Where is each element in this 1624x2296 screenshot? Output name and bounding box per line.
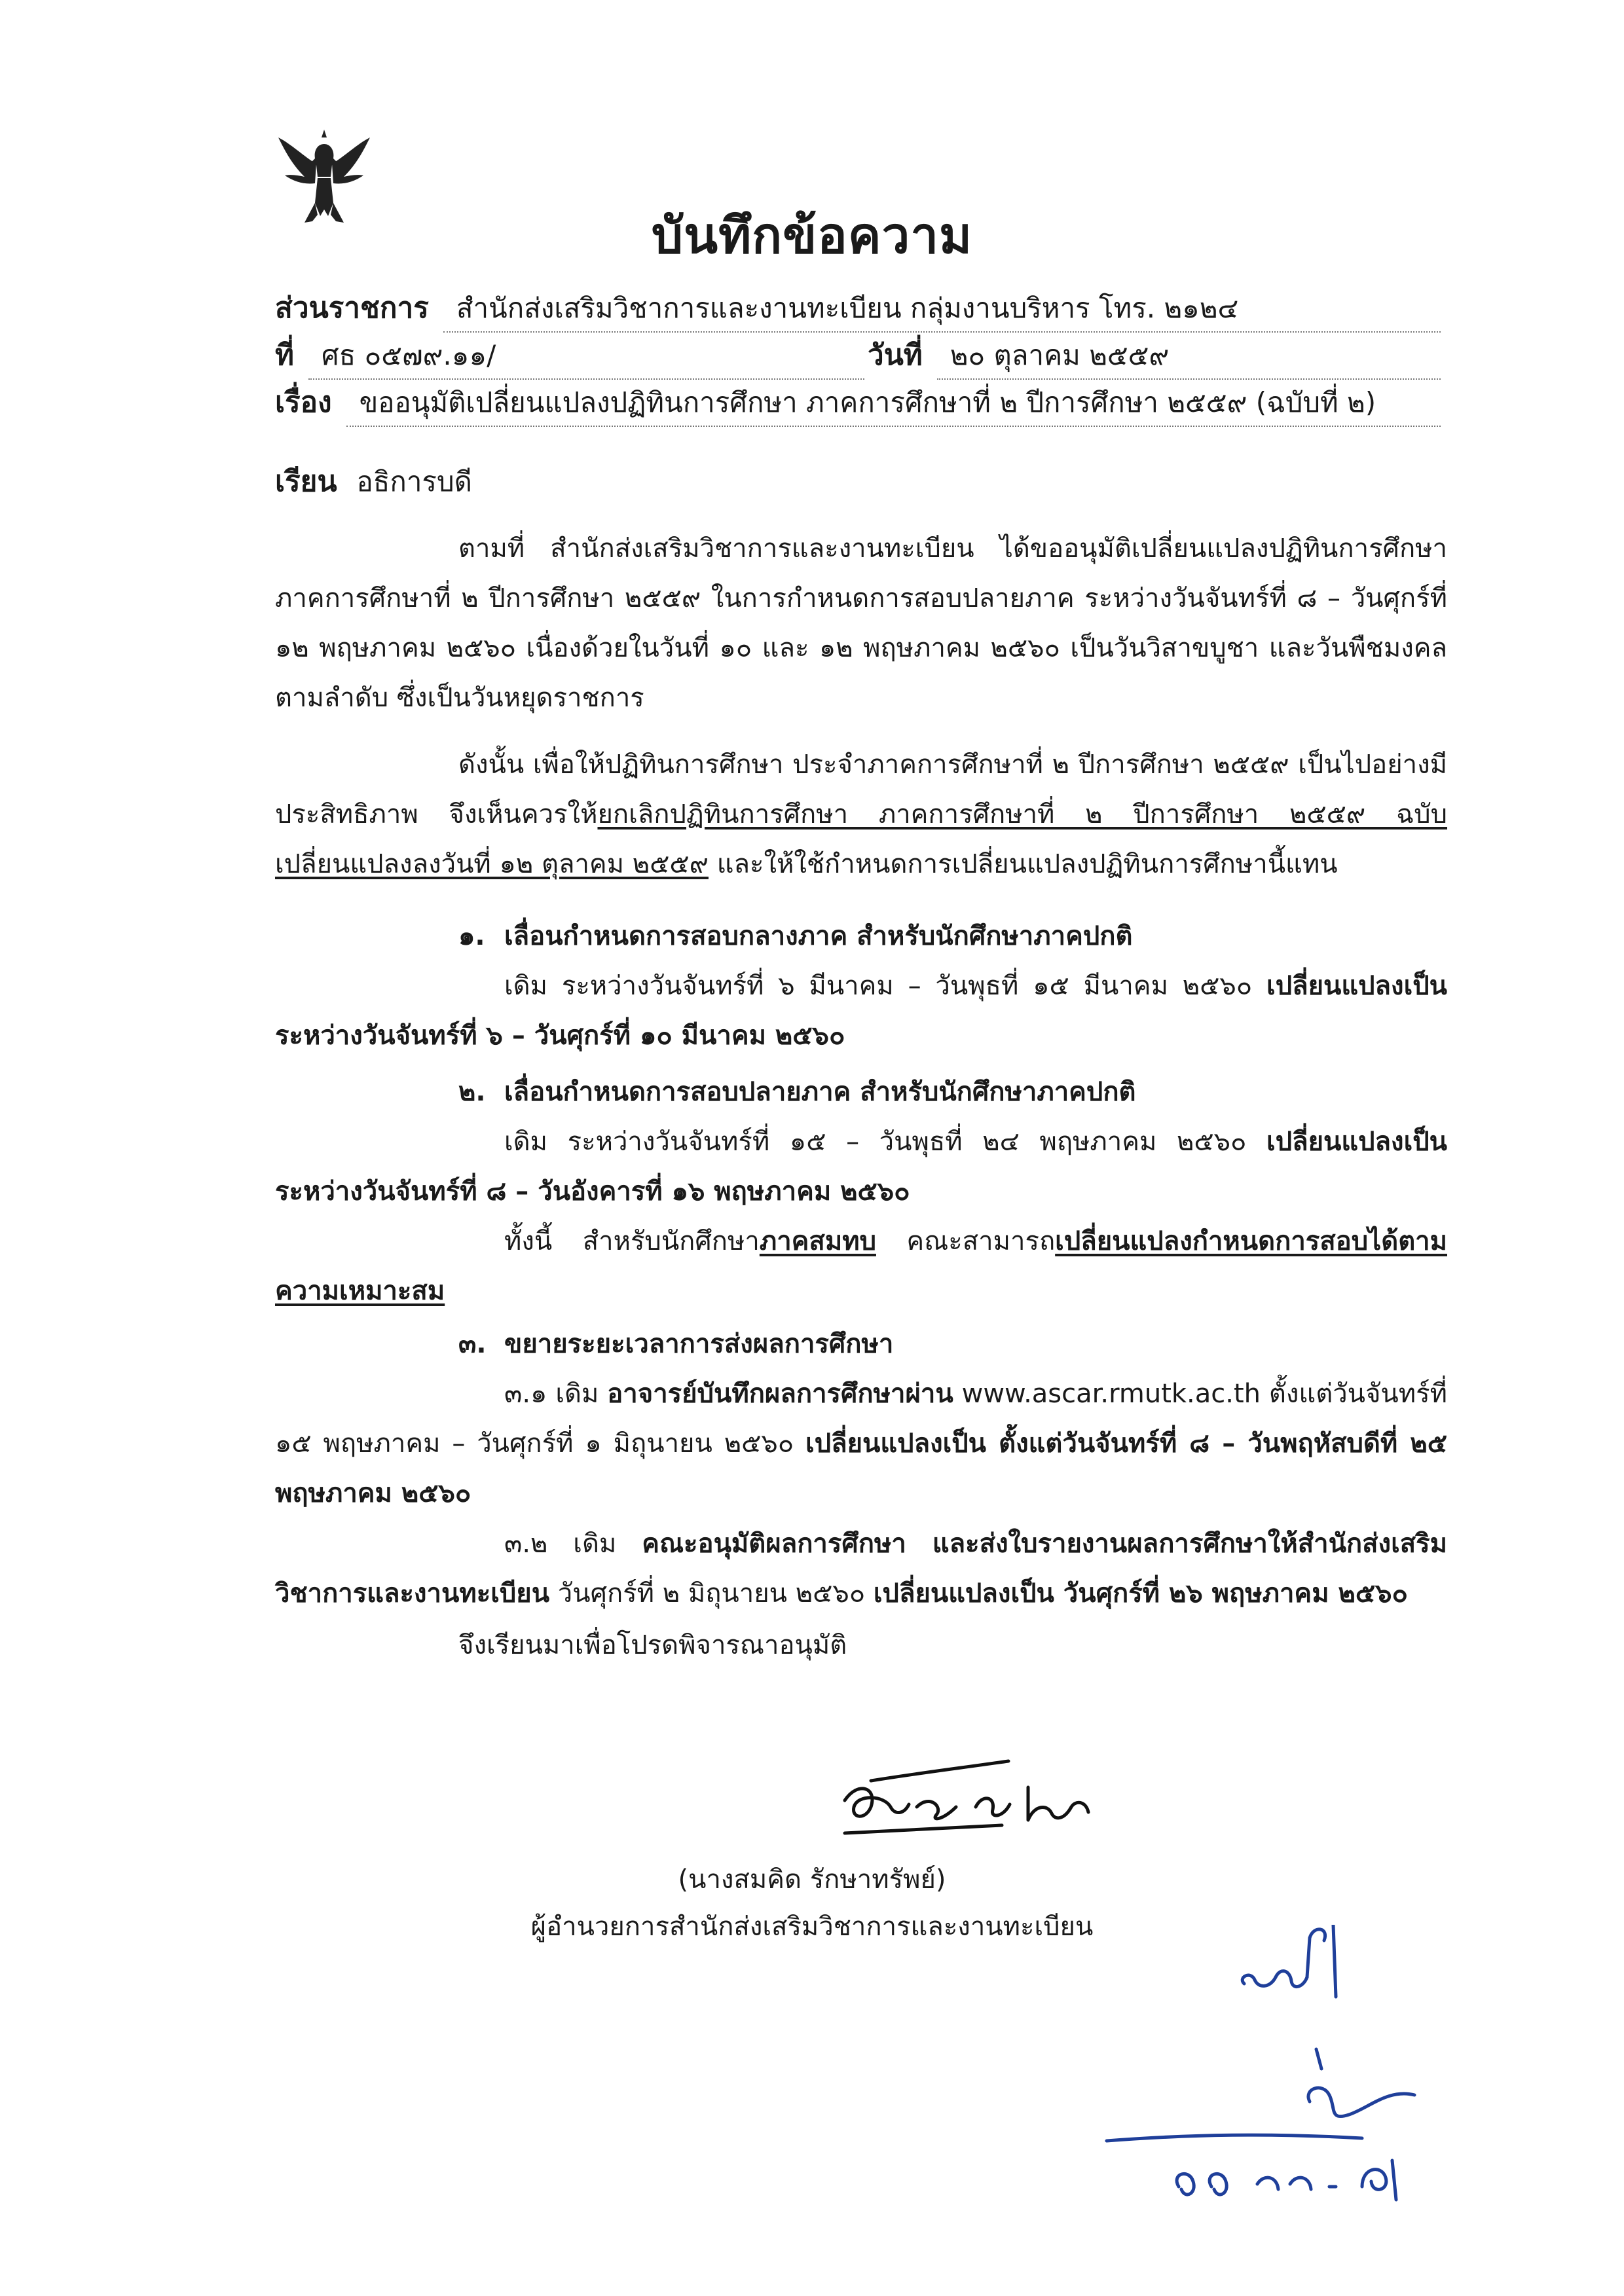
salutation-to: อธิการบดี — [356, 465, 472, 498]
signer-position: ผู้อำนวยการสำนักส่งเสริมวิชาการและงานทะเบียน — [530, 1912, 1094, 1942]
signer-name: (นางสมคิด รักษาทรัพย์) — [678, 1865, 946, 1895]
subject-line — [275, 379, 1441, 427]
paragraph-2: ดังนั้น เพื่อให้ปฏิทินการศึกษา ประจำภาคการศึกษาที่ ๒ ปีการศึกษา ๒๕๕๙ เป็นไปอย่างมีประสิทธิภาพ จึงเห็นควรให้ยกเลิกปฏิทินการศึกษา ภาคการศึกษาที่ ๒ ปีการศึกษา ๒๕๕๙ ฉบับเปลี่ยนแปลงลงวันที่ ๑๒ ตุลาคม ๒๕๕๙ และให้ใช้กำหนดการเปลี่ยนแปลงปฏิทินการศึกษานี้แทน — [275, 750, 1448, 879]
agency-label: ส่วนราชการ — [275, 291, 429, 325]
ref-line — [275, 332, 864, 380]
salutation — [275, 458, 472, 504]
cancel-calendar-underlined: ยกเลิกปฏิทินการศึกษา ภาคการศึกษาที่ ๒ ปีการศึกษา ๒๕๕๙ ฉบับเปลี่ยนแปลงลงวันที่ ๑๒ ตุลาคม ๒๕๕๙ — [275, 799, 1448, 879]
approval-handwriting — [1022, 1925, 1480, 2239]
date-value: ๒๐ ตุลาคม ๒๕๕๙ — [937, 334, 1441, 380]
item-3-1-detail: ๓.๑ เดิม อาจารย์บันทึกผลการศึกษาผ่าน www.ascar.rmutk.ac.th ตั้งแต่วันจันทร์ที่ ๑๕ พฤษภาคม – วันศุกร์ที่ ๑ มิถุนายน ๒๕๖๐ เปลี่ยนแปลงเป็น ตั้งแต่วันจันทร์ที่ ๘ – วันพฤหัสบดีที่ ๒๕ พฤษภาคม ๒๕๖๐ — [275, 1379, 1447, 1508]
ref-value: ศธ ๐๕๗๙.๑๑/ — [308, 334, 864, 380]
item-1-heading: ๑. เลื่อนกำหนดการสอบกลางภาค สำหรับนักศึกษาภาคปกติ — [458, 921, 1133, 951]
paragraph-1: ตามที่ สำนักส่งเสริมวิชาการและงานทะเบียน ได้ขออนุมัติเปลี่ยนแปลงปฏิทินการศึกษา ภาคการศึกษาที่ ๒ ปีการศึกษา ๒๕๕๙ ในการกำหนดการสอบปลายภาค ระหว่างวันจันทร์ที่ ๘ – วันศุกร์ที่ ๑๒ พฤษภาคม ๒๕๖๐ เนื่องด้วยในวันที่ ๑๐ และ ๑๒ พฤษภาคม ๒๕๖๐ เป็นวันวิสาขบูชา และวันพืชมงคล ตามลำดับ ซึ่งเป็นวันหยุดราชการ — [275, 534, 1447, 713]
memo-title: บันทึกข้อความ — [651, 206, 973, 264]
salutation-label: เรียน — [275, 465, 337, 498]
subject-value: ขออนุมัติเปลี่ยนแปลงปฏิทินการศึกษา ภาคการศึกษาที่ ๒ ปีการศึกษา ๒๕๕๙ (ฉบับที่ ๒) — [346, 381, 1441, 427]
item-2-note: ทั้งนี้ สำหรับนักศึกษาภาคสมทบ คณะสามารถเปลี่ยนแปลงกำหนดการสอบได้ตามความเหมาะสม — [275, 1226, 1447, 1306]
agency-line — [275, 285, 1441, 333]
agency-value: สำนักส่งเสริมวิชาการและงานทะเบียน กลุ่มงานบริหาร โทร. ๒๑๒๔ — [443, 287, 1441, 333]
date-line — [868, 332, 1441, 380]
item-1-detail: เดิม ระหว่างวันจันทร์ที่ ๖ มีนาคม – วันพุธที่ ๑๕ มีนาคม ๒๕๖๐ เปลี่ยนแปลงเป็น ระหว่างวันจันทร์ที่ ๖ – วันศุกร์ที่ ๑๐ มีนาคม ๒๕๖๐ — [275, 971, 1447, 1051]
item-3-2-detail: ๓.๒ เดิม คณะอนุมัติผลการศึกษา และส่งใบรายงานผลการศึกษาให้สำนักส่งเสริมวิชาการและงานทะเบียน วันศุกร์ที่ ๒ มิถุนายน ๒๕๖๐ เปลี่ยนแปลงเป็น วันศุกร์ที่ ๒๖ พฤษภาคม ๒๕๖๐ — [275, 1529, 1448, 1609]
item-3-heading: ๓. ขยายระยะเวลาการส่งผลการศึกษา — [458, 1329, 894, 1359]
ref-label: ที่ — [275, 338, 295, 372]
signature-scribble — [832, 1741, 1133, 1846]
date-label: วันที่ — [868, 338, 923, 372]
item-2-detail: เดิม ระหว่างวันจันทร์ที่ ๑๕ – วันพุธที่ ๒๔ พฤษภาคม ๒๕๖๐ เปลี่ยนแปลงเป็น ระหว่างวันจันทร์ที่ ๘ – วันอังคารที่ ๑๖ พฤษภาคม ๒๕๖๐ — [275, 1127, 1447, 1207]
closing-sentence: จึงเรียนมาเพื่อโปรดพิจารณาอนุมัติ — [458, 1630, 847, 1660]
subject-label: เรื่อง — [275, 386, 332, 419]
item-2-heading: ๒. เลื่อนกำหนดการสอบปลายภาค สำหรับนักศึกษาภาคปกติ — [458, 1077, 1136, 1107]
